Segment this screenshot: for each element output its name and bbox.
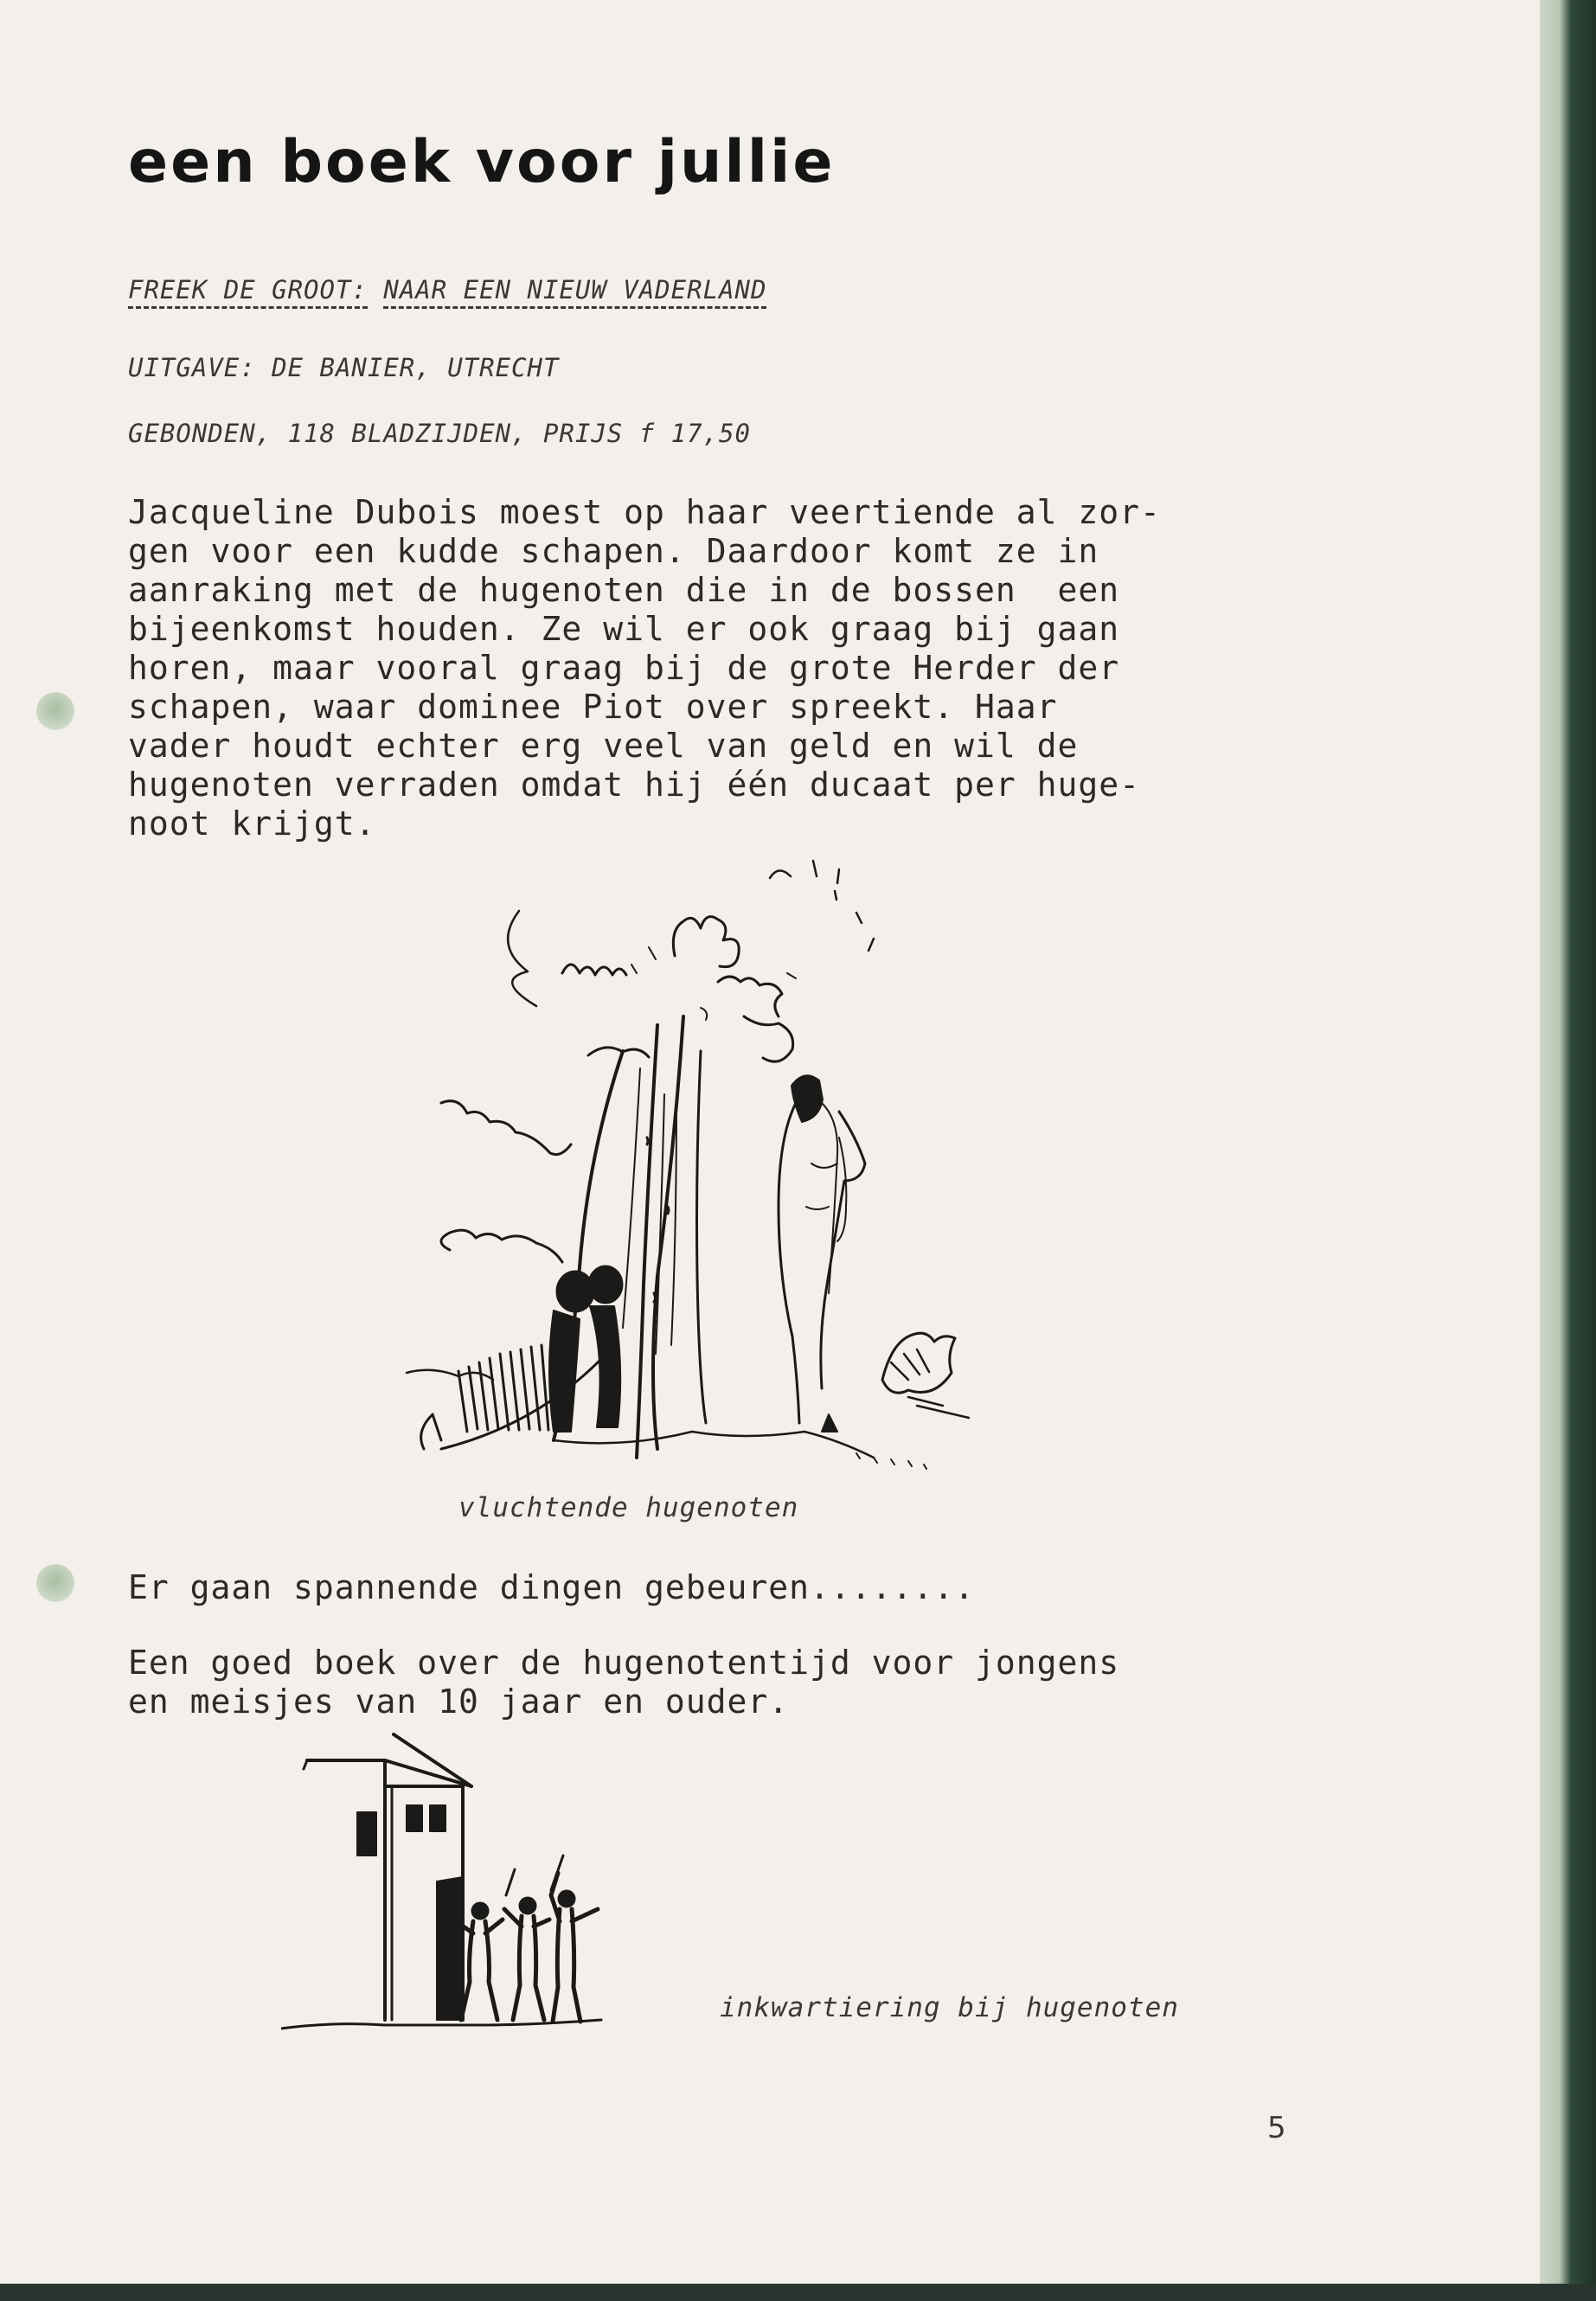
- illustration-caption: vluchtende hugenoten: [458, 1492, 799, 1523]
- summary-line: hugenoten verraden omdat hij één ducaat per huge-: [128, 766, 1141, 804]
- summary-line: schapen, waar dominee Piot over spreekt. Haar: [128, 688, 1058, 726]
- recommendation-line: en meisjes van 10 jaar en ouder.: [128, 1682, 790, 1721]
- book-summary: [128, 493, 1365, 843]
- book-title: NAAR EEN NIEUW VADERLAND: [383, 275, 766, 309]
- fleeing-huguenots-drawing: [389, 843, 1029, 1475]
- summary-line: bijeenkomst houden. Ze wil er ook graag bij gaan: [128, 610, 1120, 648]
- book-binding-price: GEBONDEN, 118 BLADZIJDEN, PRIJS f 17,50: [128, 419, 751, 448]
- binder-spine: [1540, 0, 1596, 2301]
- page-number: 5: [1267, 2111, 1286, 2145]
- summary-line: Jacqueline Dubois moest op haar veertiende al zor-: [128, 493, 1161, 531]
- quartering-drawing: [281, 1726, 627, 2037]
- teaser-text: Er gaan spannende dingen gebeuren........: [128, 1568, 975, 1606]
- summary-line: gen voor een kudde schapen. Daardoor komt ze in: [128, 532, 1099, 570]
- page-bottom-edge: [0, 2284, 1596, 2301]
- illustration-caption: inkwartiering bij hugenoten: [720, 1992, 1179, 2023]
- summary-line: aanraking met de hugenoten die in de bossen een: [128, 571, 1120, 609]
- summary-line: horen, maar vooral graag bij de grote Herder der: [128, 649, 1120, 687]
- book-publisher: UITGAVE: DE BANIER, UTRECHT: [128, 353, 560, 382]
- recommendation-line: Een goed boek over de hugenotentijd voor jongens: [128, 1644, 1120, 1682]
- summary-line: noot krijgt.: [128, 804, 376, 843]
- recommendation-text: [128, 1644, 1119, 1721]
- book-author: FREEK DE GROOT:: [128, 275, 368, 309]
- punch-hole: [36, 1564, 74, 1602]
- book-title-line: [128, 275, 766, 304]
- page-heading: een boek voor jullie: [128, 128, 836, 196]
- punch-hole: [36, 692, 74, 730]
- summary-line: vader houdt echter erg veel van geld en wil de: [128, 727, 1079, 765]
